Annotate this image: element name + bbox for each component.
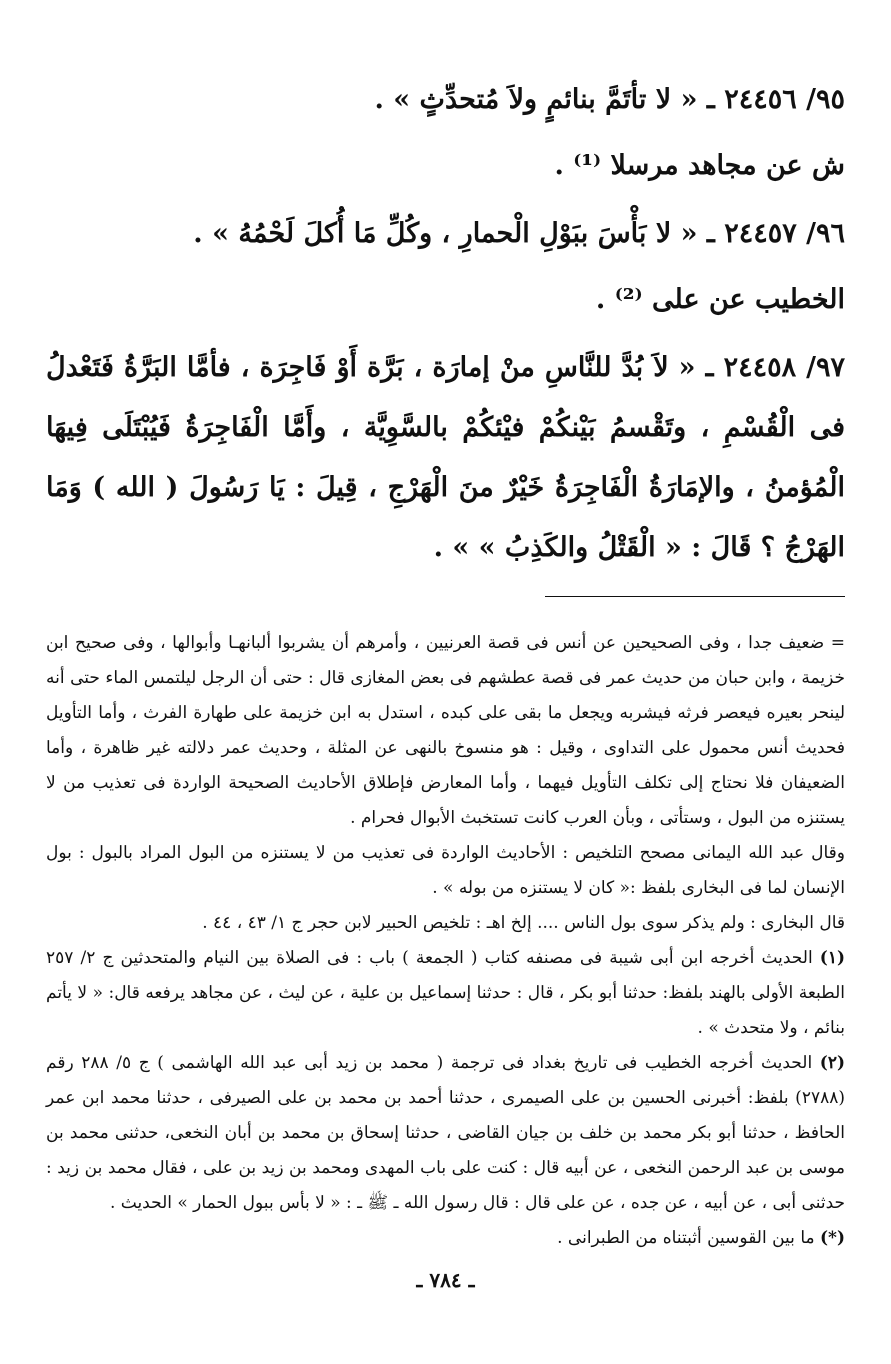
footnote-continuation: = ضعيف جدا ، وفى الصحيحين عن أنس فى قصة العرنيين ، وأمرهم أن يشربوا ألبانهـا وأبوالها ، وفى صحيح ابن خزيمة ، وابن حبان من حديث عمر فى قصة عطشهم فى بعض المغازى قال : حتى أن الرجل ليلتمس الماء حتى أنه لينحر بعيره فيعصر فرثه فيشربه ويجعل ما بقى على كبده ، استدل به ابن خزيمة على طهارة الفرث ، وأما التأويل فحديث أنس محمول على التداوى ، وقيل : هو منسوخ بالنهى عن المثلة ، وحديث عمر دلالته غير ظاهرة ، وأما الضعيفان فلا نحتاج إلى تكلف التأويل فيهما ، وأما المعارض فإطلاق الأحاديث الصحيحة الواردة فى تعذيب من لا يستنزه من البول ، وستأتى ، وبأن العرب كانت تستخبث الأبوال فحرام .	[46, 633, 845, 828]
hadith-95	[46, 70, 845, 130]
hadith-text: ـ « لا بَأْسَ ببَوْلِ الْحمارِ ، وكُلِّ مَا أُكلَ لَحْمُهُ » .	[193, 218, 725, 249]
footnote-bukhari: قال البخارى : ولم يذكر سوى بول الناس .... إلخ اهـ : تلخيص الحبير لابن حجر ج ١/ ٤٣ ، ٤٤ .	[202, 913, 845, 933]
footnote-text: الحديث أخرجه ابن أبى شيبة فى مصنفه كتاب ( الجمعة ) باب : فى الصلاة بين النيام والمتحدثين ج ٢/ ٢٥٧ الطبعة الأولى بالهند بلفظ: حدثنا أبو بكر ، قال : حدثنا إسماعيل بن علية ، عن ليث ، عن مجاهد يرفعه قال: « لا يأتم بنائم ، ولا متحدث » .	[46, 948, 845, 1038]
hadith-text: ـ « لاَ بُدَّ للنَّاسِ منْ إمارَة ، بَرَّة أَوْ فَاجِرَة ، فأمَّا البَرَّةُ فَتَعْدلُ فى الْقُسْمِ ، وتَقْسمُ بَيْنكُمْ فيْئكُمْ بالسَّوِيَّة ، وأَمَّا الْفَاجِرَةُ فَيُبْتَلَى فِيهَا الْمُؤمنُ ، والإمَارَةُ الْفَاجِرَةُ خَيْرٌ منَ الْهَرْجِ ، قِيلَ : يَا رَسُولَ ( الله ) وَمَا الهَرْجُ ؟ قَالَ : « الْقَتْلُ والكَذِبُ » » .	[46, 352, 845, 563]
footnote-marker: (٢)	[819, 1053, 846, 1073]
hadith-number: ٩٥/ ٢٤٤٥٦	[724, 84, 845, 115]
hadith-text: ـ « لا تأتَمَّ بنائمٍ ولاَ مُتحدِّثٍ » .	[374, 84, 725, 115]
hadith-96-source: الخطيب عن على ⁽²⁾ .	[595, 284, 845, 315]
hadith-97	[46, 338, 845, 578]
footnote-separator	[545, 596, 845, 597]
footnote-marker: (*)	[820, 1228, 845, 1248]
footnote-separator-wrap	[46, 586, 845, 626]
hadith-95-source: ش عن مجاهد مرسلا ⁽¹⁾ .	[554, 150, 845, 181]
footnote-text: ما بين القوسين أثبتناه من الطبرانى .	[557, 1228, 821, 1248]
page-number: ـ ٧٨٤ ـ	[416, 1268, 475, 1292]
footnote-marker: (١)	[819, 948, 845, 968]
footnote-1	[46, 941, 845, 1046]
hadith-96	[46, 204, 845, 264]
hadith-number: ٩٦/ ٢٤٤٥٧	[724, 218, 845, 249]
hadith-number: ٩٧/ ٢٤٤٥٨	[723, 352, 846, 383]
footnote-text: الحديث أخرجه الخطيب فى تاريخ بغداد فى ترجمة ( محمد بن زيد أبى عبد الله الهاشمى ) ج ٥/ ٢٨٨ رقم (٢٧٨٨) بلفظ: أخبرنى الحسين بن على الصيمرى ، حدثنا أحمد بن محمد بن على الصيرفى ، حدثنا محمد ابن عمر الحافظ ، حدثنا أبو بكر محمد بن خلف بن جيان القاضى ، حدثنا إسحاق بن محمد بن أبان النخعى، حدثنى محمد بن موسى بن عبد الرحمن النخعى ، عن أبيه قال : كنت على باب المهدى ومحمد بن زيد بن على ، فقال محمد بن زيد : حدثنى أبى ، عن أبيه ، عن جده ، عن على قال : قال رسول الله ـ ﷺ ـ : « لا بأس ببول الحمار » الحديث .	[46, 1053, 845, 1213]
footnote-star	[46, 1221, 845, 1256]
footnote-2	[46, 1046, 845, 1221]
footnote-yamani: وقال عبد الله اليمانى مصحح التلخيص : الأحاديث الواردة فى تعذيب من لا يستنزه من البول المراد بالبول : بول الإنسان لما فى البخارى بلفظ :« كان لا يستنزه من بوله » .	[46, 843, 845, 898]
